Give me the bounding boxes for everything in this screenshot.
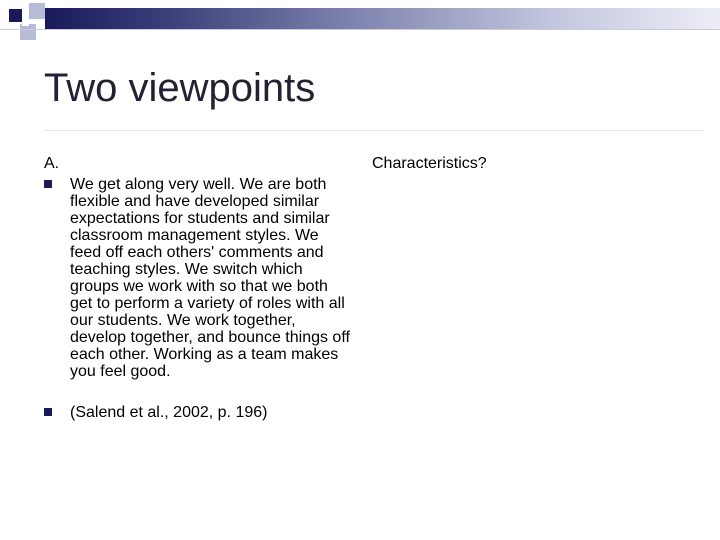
logo-square-dark: [9, 9, 22, 22]
left-content-column: [44, 155, 354, 421]
right-content-column: [372, 155, 672, 176]
header-gradient-bar: [45, 8, 720, 29]
header-divider: [0, 29, 720, 30]
bullet-text: We get along very well. We are both flexible and have developed similar expectations for students and similar classroom management styles. We feed off each others' comments and teaching styles. We switch which groups we work with so that we both get to perform a variety of roles with all our students. We work together, develop together, and bounce things off each other. Working as a team makes you feel good.: [70, 176, 350, 380]
left-column-heading: A.: [44, 155, 60, 172]
square-bullet-icon: [44, 180, 52, 188]
title-divider: [44, 130, 704, 131]
logo-square-white: [22, 19, 29, 26]
square-bullet-icon: [44, 408, 52, 416]
slide-title: Two viewpoints: [44, 66, 316, 110]
bullet-item-quote: [44, 176, 354, 380]
bullet-item-citation: [44, 404, 354, 421]
logo-square-light: [29, 3, 45, 19]
bullet-list: [44, 176, 354, 421]
right-column-heading: Characteristics?: [372, 155, 487, 172]
bullet-text: (Salend et al., 2002, p. 196): [70, 404, 268, 421]
logo-square-light: [20, 24, 36, 40]
